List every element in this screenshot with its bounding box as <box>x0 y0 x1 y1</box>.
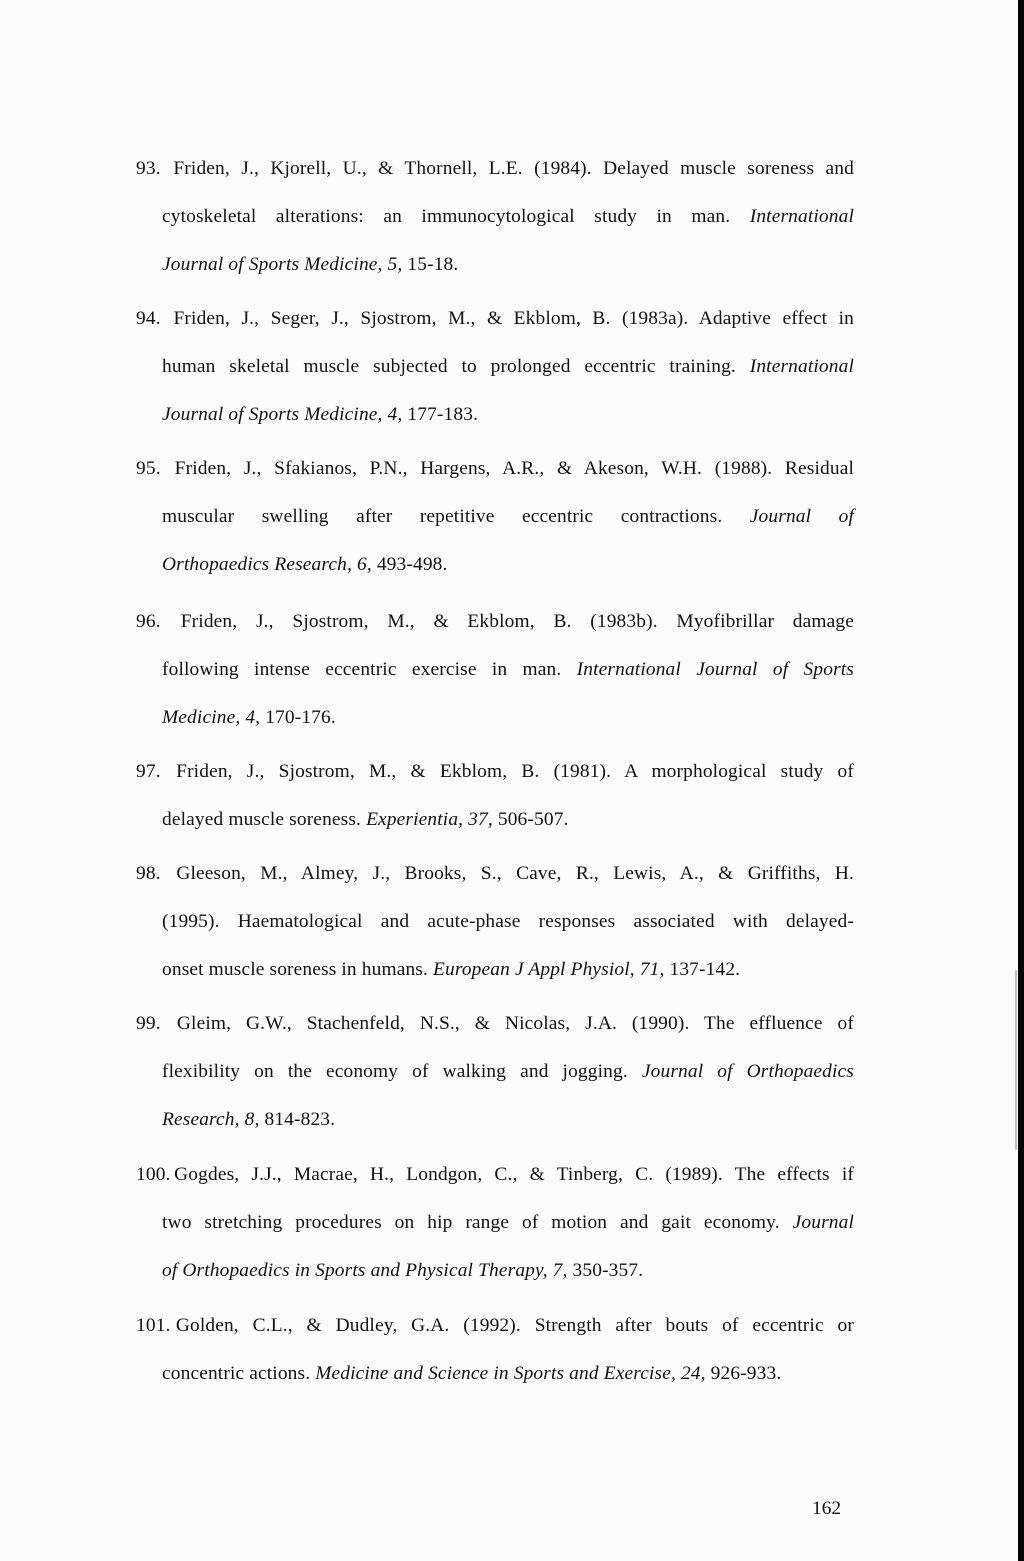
reference-number: 101. <box>136 1315 171 1336</box>
reference-pages: 926-933. <box>710 1363 782 1384</box>
reference-93 <box>136 145 854 289</box>
reference-authors-title: Gleeson, M., Almey, J., Brooks, S., Cave, R., Lewis, A., & Griffiths, H. <box>176 863 854 884</box>
page-number: 162 <box>812 1498 842 1519</box>
reference-journal: of Orthopaedics in Sports and Physical Therapy, 7, <box>162 1260 568 1281</box>
reference-98 <box>136 850 854 994</box>
reference-title-text: (1995). Haematological and acute-phase responses associated with delayed- <box>162 911 854 932</box>
scan-edge <box>1018 0 1024 1561</box>
reference-journal: Journal of Sports Medicine, 5, <box>162 254 403 275</box>
reference-number: 95. <box>136 458 161 479</box>
reference-title-text: onset muscle soreness in humans. <box>162 959 428 980</box>
reference-title-text: flexibility on the economy of walking and jogging. <box>162 1061 628 1082</box>
reference-journal: Journal of <box>749 506 855 527</box>
reference-number: 100. <box>136 1164 171 1185</box>
reference-authors-title: Friden, J., Seger, J., Sjostrom, M., & Ekblom, B. (1983a). Adaptive effect in <box>173 308 855 329</box>
reference-journal: Experientia, 37, <box>366 809 493 830</box>
margin-rule <box>1015 970 1017 1150</box>
reference-title-text: two stretching procedures on hip range of motion and gait economy. <box>162 1212 780 1233</box>
reference-journal: International <box>749 206 854 227</box>
reference-authors-title: Golden, C.L., & Dudley, G.A. (1992). Strength after bouts of eccentric or <box>175 1315 854 1336</box>
reference-94 <box>136 295 854 439</box>
reference-pages: 350-357. <box>572 1260 644 1281</box>
reference-number: 93. <box>136 158 161 179</box>
reference-pages: 15-18. <box>407 254 459 275</box>
reference-number: 98. <box>136 863 161 884</box>
reference-authors-title: Gogdes, J.J., Macrae, H., Londgon, C., & Tinberg, C. (1989). The effects if <box>174 1164 855 1185</box>
reference-99 <box>136 1000 854 1144</box>
reference-authors-title: Friden, J., Sjostrom, M., & Ekblom, B. (1981). A morphological study of <box>176 761 854 782</box>
reference-pages: 170-176. <box>265 707 336 728</box>
reference-journal: European J Appl Physiol, 71, <box>433 959 665 980</box>
reference-96 <box>136 598 854 742</box>
reference-95 <box>136 445 854 589</box>
reference-journal: International <box>749 356 854 377</box>
reference-authors-title: Friden, J., Kjorell, U., & Thornell, L.E. (1984). Delayed muscle soreness and <box>173 158 854 179</box>
reference-journal: International Journal of Sports <box>576 659 854 680</box>
reference-number: 94. <box>136 308 161 329</box>
reference-pages: 814-823. <box>264 1109 336 1130</box>
reference-number: 99. <box>136 1013 161 1034</box>
reference-journal: Journal of Orthopaedics <box>641 1061 855 1082</box>
reference-101 <box>136 1302 854 1398</box>
reference-title-text: following intense eccentric exercise in man. <box>162 659 562 680</box>
reference-97 <box>136 748 854 844</box>
reference-journal: Orthopaedics Research, 6, <box>162 554 372 575</box>
reference-journal: Journal <box>792 1212 854 1233</box>
reference-pages: 493-498. <box>376 554 448 575</box>
reference-pages: 506-507. <box>497 809 569 830</box>
reference-journal: Medicine, 4, <box>162 707 261 728</box>
reference-authors-title: Gleim, G.W., Stachenfeld, N.S., & Nicolas, J.A. (1990). The effluence of <box>176 1013 854 1034</box>
reference-pages: 137-142. <box>669 959 741 980</box>
reference-journal: Journal of Sports Medicine, 4, <box>162 404 403 425</box>
reference-pages: 177-183. <box>407 404 479 425</box>
reference-title-text: concentric actions. <box>162 1363 311 1384</box>
reference-authors-title: Friden, J., Sfakianos, P.N., Hargens, A.R., & Akeson, W.H. (1988). Residual <box>174 458 854 479</box>
reference-title-text: muscular swelling after repetitive eccentric contractions. <box>162 506 723 527</box>
reference-number: 96. <box>136 611 161 632</box>
reference-journal: Research, 8, <box>162 1109 260 1130</box>
reference-title-text: human skeletal muscle subjected to prolonged eccentric training. <box>162 356 736 377</box>
reference-100 <box>136 1151 854 1295</box>
reference-authors-title: Friden, J., Sjostrom, M., & Ekblom, B. (1983b). Myofibrillar damage <box>180 611 854 632</box>
reference-title-text: cytoskeletal alterations: an immunocytological study in man. <box>162 206 731 227</box>
reference-number: 97. <box>136 761 161 782</box>
reference-title-text: delayed muscle soreness. <box>162 809 362 830</box>
reference-journal: Medicine and Science in Sports and Exercise, 24, <box>315 1363 706 1384</box>
